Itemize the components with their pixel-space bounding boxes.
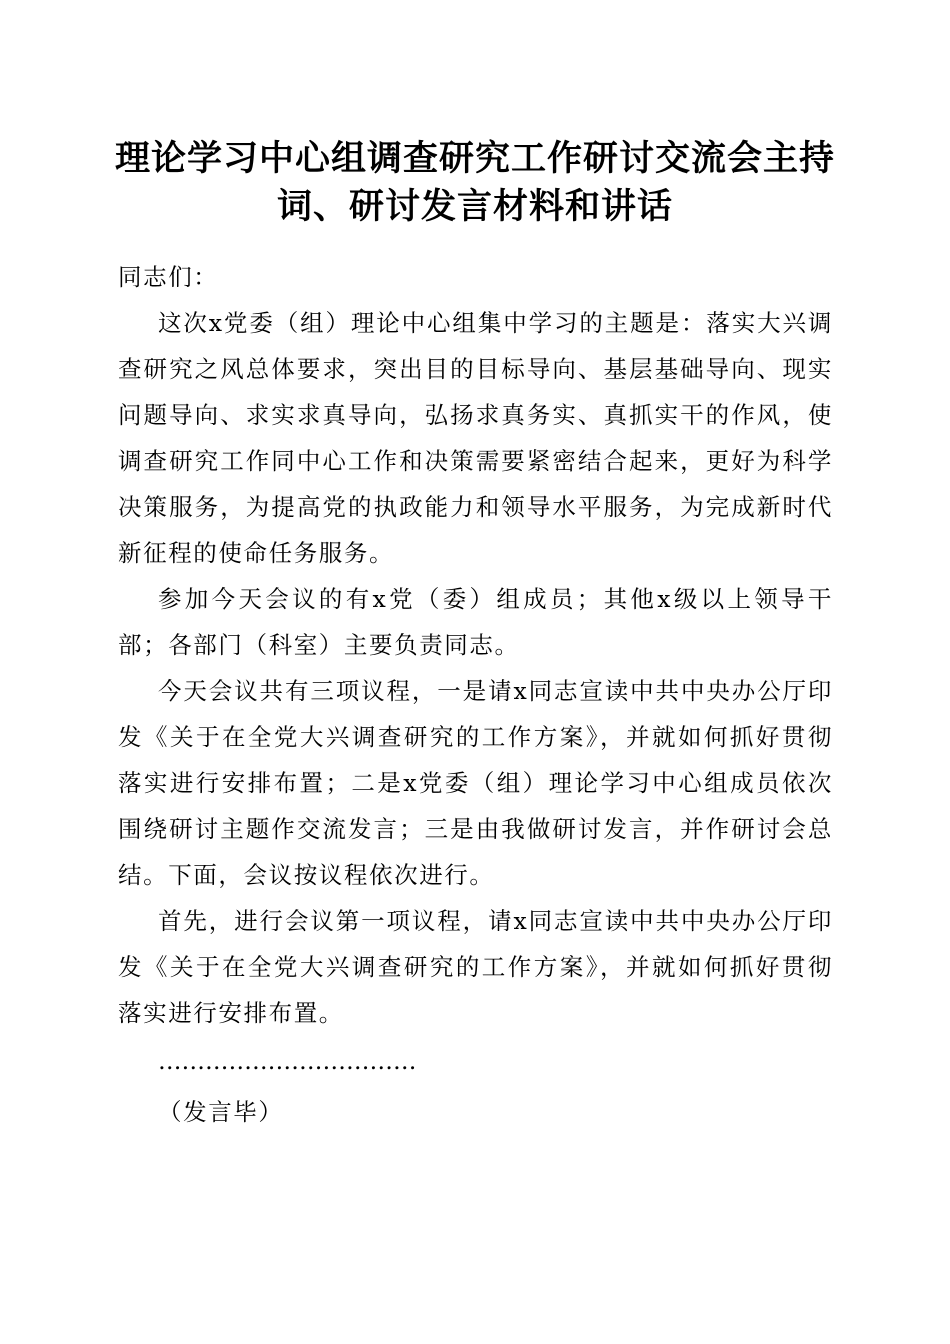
paragraph-theme: 这次x党委（组）理论中心组集中学习的主题是：落实大兴调查研究之风总体要求，突出目的目标导向、基层基础导向、现实问题导向、求实求真导向，弘扬求真务实、真抓实干的作风，使调查研究工作同中心工作和决策需要紧密结合起来，更好为科学决策服务，为提高党的执政能力和领导水平服务，为完成新时代新征程的使命任务服务。 <box>118 309 833 567</box>
document-title: 理论学习中心组调查研究工作研讨交流会主持词、研讨发言材料和讲话 <box>114 138 835 227</box>
paragraph-attendees: 参加今天会议的有x党（委）组成员；其他x级以上领导干部；各部门（科室）主要负责同志。 <box>118 585 833 659</box>
paragraph-agenda: 今天会议共有三项议程，一是请x同志宣读中共中央办公厅印发《关于在全党大兴调查研究的工作方案》，并就如何抓好贯彻落实进行安排布置；二是x党委（组）理论学习中心组成员依次围绕研讨主题作交流发言；三是由我做研讨发言，并作研讨会总结。下面，会议按议程依次进行。 <box>118 677 833 889</box>
ellipsis-line: …………………………… <box>158 1047 417 1075</box>
greeting: 同志们： <box>118 263 219 291</box>
closing-note: （发言毕） <box>158 1098 284 1126</box>
document-body <box>118 254 833 1138</box>
paragraph-first-item: 首先，进行会议第一项议程，请x同志宣读中共中央办公厅印发《关于在全党大兴调查研究的工作方案》，并就如何抓好贯彻落实进行安排布置。 <box>118 907 833 1027</box>
